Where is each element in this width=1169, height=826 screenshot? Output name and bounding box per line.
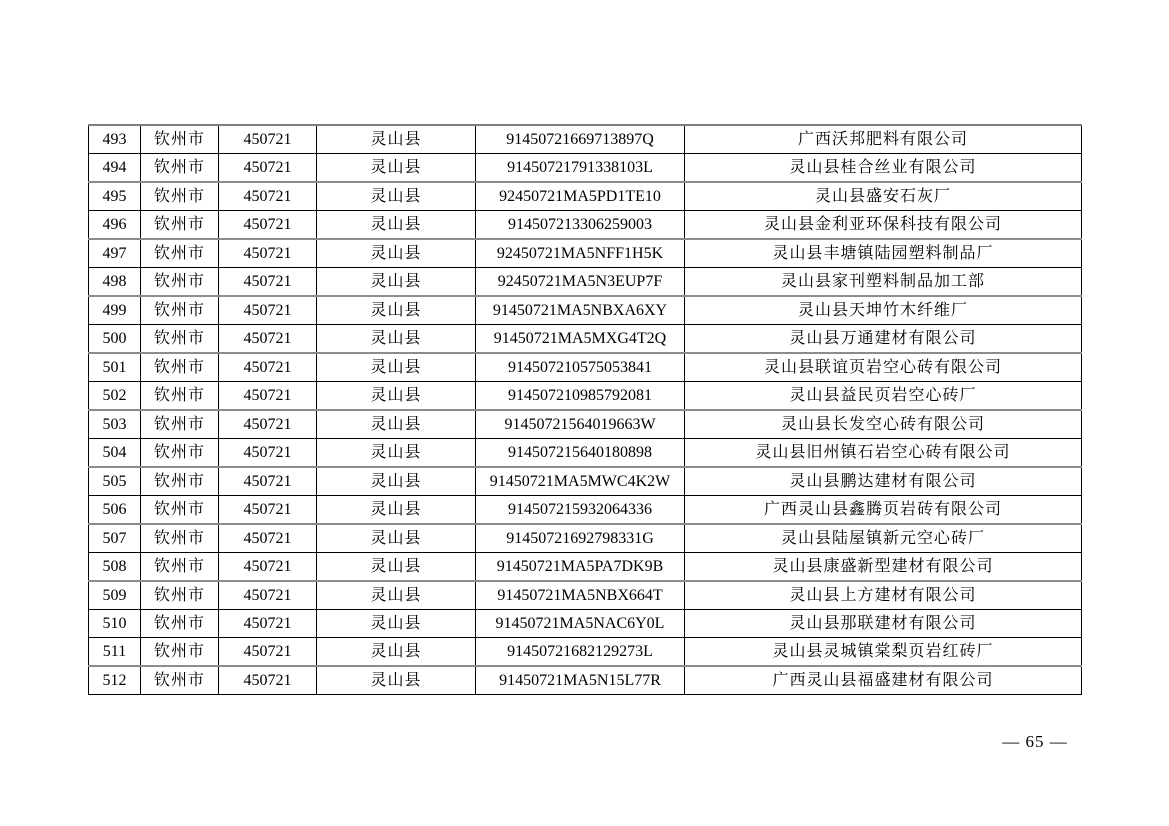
cell-row-no: 502	[89, 382, 141, 411]
cell-company: 灵山县万通建材有限公司	[685, 325, 1082, 354]
cell-company: 灵山县桂合丝业有限公司	[685, 154, 1082, 183]
cell-row-no: 496	[89, 211, 141, 240]
cell-city: 钦州市	[141, 182, 219, 211]
cell-city-code: 450721	[219, 610, 317, 638]
table-row	[89, 666, 1082, 695]
cell-county: 灵山县	[317, 239, 476, 268]
cell-county: 灵山县	[317, 524, 476, 553]
cell-row-no: 494	[89, 154, 141, 183]
cell-city: 钦州市	[141, 467, 219, 496]
cell-city-code: 450721	[219, 154, 317, 183]
cell-company: 灵山县丰塘镇陆园塑料制品厂	[685, 239, 1082, 268]
table-row	[89, 325, 1082, 354]
cell-city-code: 450721	[219, 524, 317, 553]
cell-row-no: 495	[89, 182, 141, 211]
cell-city-code: 450721	[219, 638, 317, 667]
cell-city-code: 450721	[219, 296, 317, 325]
cell-county: 灵山县	[317, 211, 476, 240]
table-row	[89, 239, 1082, 268]
cell-county: 灵山县	[317, 182, 476, 211]
cell-city: 钦州市	[141, 524, 219, 553]
cell-row-no: 510	[89, 610, 141, 638]
cell-city: 钦州市	[141, 382, 219, 411]
cell-row-no: 501	[89, 353, 141, 382]
table-row	[89, 353, 1082, 382]
cell-row-no: 497	[89, 239, 141, 268]
cell-row-no: 503	[89, 410, 141, 439]
cell-row-no: 504	[89, 439, 141, 468]
table-row	[89, 496, 1082, 525]
cell-city-code: 450721	[219, 353, 317, 382]
cell-credit-code: 91450721MA5NBXA6XY	[476, 296, 685, 325]
cell-row-no: 508	[89, 553, 141, 582]
cell-credit-code: 91450721MA5MXG4T2Q	[476, 325, 685, 354]
cell-county: 灵山县	[317, 553, 476, 582]
cell-company: 广西灵山县福盛建材有限公司	[685, 666, 1082, 695]
table-row	[89, 524, 1082, 553]
cell-company: 灵山县灵城镇棠梨页岩红砖厂	[685, 638, 1082, 667]
table-row	[89, 638, 1082, 667]
cell-city: 钦州市	[141, 496, 219, 525]
cell-city: 钦州市	[141, 325, 219, 354]
cell-county: 灵山县	[317, 467, 476, 496]
cell-city: 钦州市	[141, 666, 219, 695]
cell-county: 灵山县	[317, 638, 476, 667]
cell-credit-code: 91450721791338103L	[476, 154, 685, 183]
cell-company: 灵山县金利亚环保科技有限公司	[685, 211, 1082, 240]
cell-credit-code: 914507215640180898	[476, 439, 685, 468]
cell-row-no: 506	[89, 496, 141, 525]
cell-city-code: 450721	[219, 182, 317, 211]
cell-county: 灵山县	[317, 296, 476, 325]
cell-city: 钦州市	[141, 353, 219, 382]
company-table-body	[89, 125, 1082, 695]
cell-company: 灵山县家刊塑料制品加工部	[685, 268, 1082, 297]
cell-credit-code: 91450721MA5NBX664T	[476, 581, 685, 610]
cell-company: 灵山县上方建材有限公司	[685, 581, 1082, 610]
table-row	[89, 182, 1082, 211]
table-row	[89, 211, 1082, 240]
cell-company: 灵山县那联建材有限公司	[685, 610, 1082, 638]
cell-credit-code: 914507215932064336	[476, 496, 685, 525]
cell-city-code: 450721	[219, 467, 317, 496]
cell-city: 钦州市	[141, 610, 219, 638]
table-row	[89, 610, 1082, 638]
cell-company: 灵山县盛安石灰厂	[685, 182, 1082, 211]
cell-row-no: 498	[89, 268, 141, 297]
cell-county: 灵山县	[317, 353, 476, 382]
cell-city: 钦州市	[141, 268, 219, 297]
cell-credit-code: 91450721692798331G	[476, 524, 685, 553]
cell-county: 灵山县	[317, 410, 476, 439]
table-row	[89, 410, 1082, 439]
cell-county: 灵山县	[317, 610, 476, 638]
cell-city-code: 450721	[219, 553, 317, 582]
cell-city: 钦州市	[141, 211, 219, 240]
cell-company: 灵山县长发空心砖有限公司	[685, 410, 1082, 439]
cell-city-code: 450721	[219, 410, 317, 439]
cell-credit-code: 91450721MA5MWC4K2W	[476, 467, 685, 496]
cell-city: 钦州市	[141, 638, 219, 667]
cell-credit-code: 91450721MA5NAC6Y0L	[476, 610, 685, 638]
cell-city-code: 450721	[219, 496, 317, 525]
cell-row-no: 505	[89, 467, 141, 496]
cell-city-code: 450721	[219, 125, 317, 154]
cell-city: 钦州市	[141, 581, 219, 610]
cell-company: 灵山县陆屋镇新元空心砖厂	[685, 524, 1082, 553]
table-row	[89, 125, 1082, 154]
cell-credit-code: 91450721669713897Q	[476, 125, 685, 154]
cell-city-code: 450721	[219, 581, 317, 610]
cell-company: 灵山县鹏达建材有限公司	[685, 467, 1082, 496]
page-number: — 65 —	[1002, 732, 1068, 751]
cell-row-no: 499	[89, 296, 141, 325]
cell-city-code: 450721	[219, 239, 317, 268]
cell-row-no: 511	[89, 638, 141, 667]
cell-county: 灵山县	[317, 268, 476, 297]
cell-company: 灵山县联谊页岩空心砖有限公司	[685, 353, 1082, 382]
table-row	[89, 268, 1082, 297]
table-row	[89, 296, 1082, 325]
cell-credit-code: 92450721MA5PD1TE10	[476, 182, 685, 211]
cell-county: 灵山县	[317, 666, 476, 695]
cell-row-no: 509	[89, 581, 141, 610]
cell-credit-code: 92450721MA5N3EUP7F	[476, 268, 685, 297]
cell-credit-code: 91450721682129273L	[476, 638, 685, 667]
table-row	[89, 553, 1082, 582]
company-roster-table	[88, 124, 1082, 695]
cell-city-code: 450721	[219, 268, 317, 297]
cell-row-no: 493	[89, 125, 141, 154]
cell-city: 钦州市	[141, 439, 219, 468]
cell-row-no: 507	[89, 524, 141, 553]
cell-city: 钦州市	[141, 296, 219, 325]
cell-county: 灵山县	[317, 496, 476, 525]
cell-row-no: 512	[89, 666, 141, 695]
cell-county: 灵山县	[317, 382, 476, 411]
table-row	[89, 382, 1082, 411]
cell-company: 灵山县旧州镇石岩空心砖有限公司	[685, 439, 1082, 468]
cell-credit-code: 91450721MA5PA7DK9B	[476, 553, 685, 582]
cell-city-code: 450721	[219, 382, 317, 411]
cell-company: 广西沃邦肥料有限公司	[685, 125, 1082, 154]
cell-city: 钦州市	[141, 410, 219, 439]
cell-credit-code: 92450721MA5NFF1H5K	[476, 239, 685, 268]
cell-county: 灵山县	[317, 125, 476, 154]
table-row	[89, 154, 1082, 183]
cell-row-no: 500	[89, 325, 141, 354]
cell-company: 灵山县康盛新型建材有限公司	[685, 553, 1082, 582]
cell-credit-code: 91450721564019663W	[476, 410, 685, 439]
cell-company: 广西灵山县鑫腾页岩砖有限公司	[685, 496, 1082, 525]
cell-city: 钦州市	[141, 154, 219, 183]
cell-city: 钦州市	[141, 553, 219, 582]
cell-county: 灵山县	[317, 325, 476, 354]
cell-county: 灵山县	[317, 154, 476, 183]
cell-credit-code: 914507213306259003	[476, 211, 685, 240]
cell-city-code: 450721	[219, 211, 317, 240]
table-row	[89, 439, 1082, 468]
cell-county: 灵山县	[317, 439, 476, 468]
table-row	[89, 581, 1082, 610]
cell-county: 灵山县	[317, 581, 476, 610]
cell-company: 灵山县益民页岩空心砖厂	[685, 382, 1082, 411]
cell-city-code: 450721	[219, 325, 317, 354]
cell-city: 钦州市	[141, 125, 219, 154]
cell-credit-code: 91450721MA5N15L77R	[476, 666, 685, 695]
cell-city-code: 450721	[219, 666, 317, 695]
cell-credit-code: 914507210575053841	[476, 353, 685, 382]
cell-company: 灵山县天坤竹木纤维厂	[685, 296, 1082, 325]
table-row	[89, 467, 1082, 496]
cell-credit-code: 914507210985792081	[476, 382, 685, 411]
cell-city-code: 450721	[219, 439, 317, 468]
cell-city: 钦州市	[141, 239, 219, 268]
